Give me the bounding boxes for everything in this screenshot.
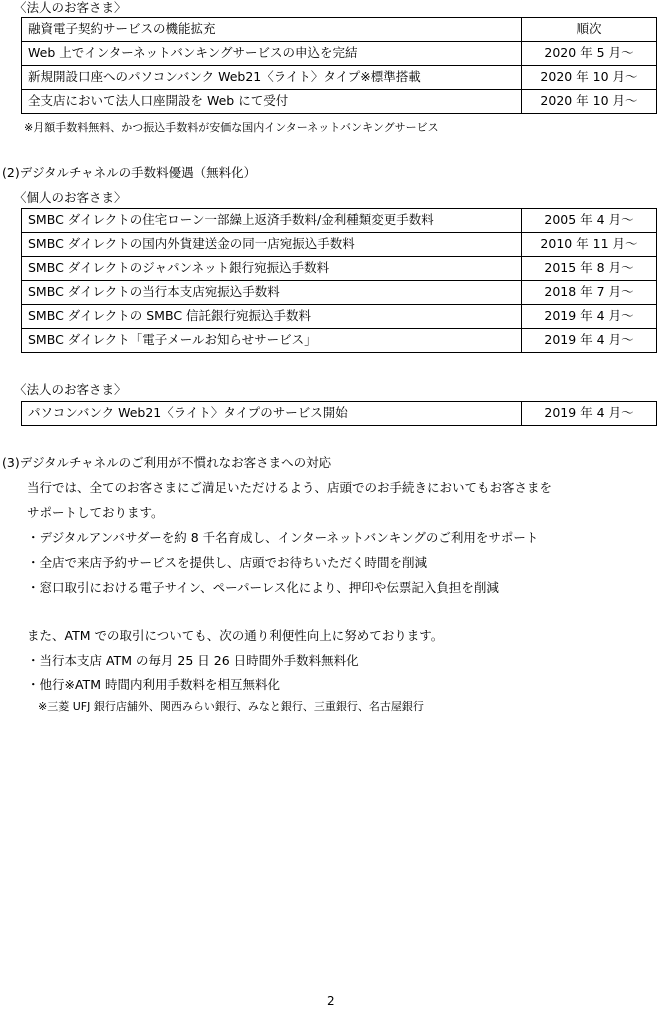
table-row: [22, 329, 657, 353]
section2-heading: (2)デジタルチャネルの手数料優遇（無料化）: [2, 165, 257, 180]
page-number: 2: [327, 994, 335, 1008]
item-cell: SMBC ダイレクトの SMBC 信託銀行宛振込手数料: [22, 305, 522, 329]
item-cell: 全支店において法人口座開設を Web にて受付: [22, 90, 522, 114]
section3-footnote: ※三菱 UFJ 銀行店舗外、関西みらい銀行、みなと銀行、三重銀行、名古屋銀行: [38, 700, 424, 713]
section3-heading: (3)デジタルチャネルのご利用が不慣れなお客さまへの対応: [2, 455, 332, 470]
date-cell: 2015 年 8 月～: [522, 257, 657, 281]
section2-individual-heading: 〈個人のお客さま〉: [14, 190, 127, 205]
bullet-item: ・他行※ATM 時間内利用手数料を相互無料化: [27, 677, 280, 692]
date-cell: 2019 年 4 月～: [522, 329, 657, 353]
section2-corporate-table: [21, 401, 657, 426]
bullet-item: ・当行本支店 ATM の毎月 25 日 26 日時間外手数料無料化: [27, 653, 359, 668]
section3-atm-paragraph: また、ATM での取引についても、次の通り利便性向上に努めております。: [27, 628, 444, 643]
section1-footnote: ※月額手数料無料、かつ振込手数料が安価な国内インターネットバンキングサービス: [24, 121, 439, 134]
table-row: [22, 402, 657, 426]
date-cell: 2020 年 10 月～: [522, 90, 657, 114]
table-row: [22, 90, 657, 114]
table-row: [22, 305, 657, 329]
section1-corporate-heading: 〈法人のお客さま〉: [14, 0, 127, 15]
bullet-item: ・デジタルアンバサダーを約 8 千名育成し、インターネットバンキングのご利用をサポート: [27, 530, 539, 545]
item-cell: SMBC ダイレクトの住宅ローン一部繰上返済手数料/金利種類変更手数料: [22, 209, 522, 233]
table-row: [22, 66, 657, 90]
item-cell: SMBC ダイレクトの国内外貨建送金の同一店宛振込手数料: [22, 233, 522, 257]
date-cell: 2018 年 7 月～: [522, 281, 657, 305]
date-cell: 2020 年 10 月～: [522, 66, 657, 90]
date-cell: 2019 年 4 月～: [522, 402, 657, 426]
bullet-item: ・窓口取引における電子サイン、ペーパーレス化により、押印や伝票記入負担を削減: [27, 580, 499, 595]
table-row: [22, 209, 657, 233]
date-cell: 2020 年 5 月～: [522, 42, 657, 66]
section3-paragraph-line2: サポートしております。: [27, 505, 164, 520]
section2-individual-table: [21, 208, 657, 353]
table-row: [22, 18, 657, 42]
date-cell: 順次: [522, 18, 657, 42]
table-row: [22, 257, 657, 281]
date-cell: 2019 年 4 月～: [522, 305, 657, 329]
item-cell: Web 上でインターネットバンキングサービスの申込を完結: [22, 42, 522, 66]
section2-corporate-heading: 〈法人のお客さま〉: [14, 382, 127, 397]
date-cell: 2010 年 11 月～: [522, 233, 657, 257]
item-cell: SMBC ダイレクトの当行本支店宛振込手数料: [22, 281, 522, 305]
item-cell: パソコンバンク Web21〈ライト〉タイプのサービス開始: [22, 402, 522, 426]
table-row: [22, 42, 657, 66]
section3-paragraph-line1: 当行では、全てのお客さまにご満足いただけるよう、店頭でのお手続きにおいてもお客さまを: [27, 480, 553, 495]
date-cell: 2005 年 4 月～: [522, 209, 657, 233]
item-cell: 融資電子契約サービスの機能拡充: [22, 18, 522, 42]
item-cell: 新規開設口座へのパソコンバンク Web21〈ライト〉タイプ※標準搭載: [22, 66, 522, 90]
section1-corporate-table: [21, 17, 657, 114]
item-cell: SMBC ダイレクト「電子メールお知らせサービス」: [22, 329, 522, 353]
bullet-item: ・全店で来店予約サービスを提供し、店頭でお待ちいただく時間を削減: [27, 555, 428, 570]
table-row: [22, 281, 657, 305]
item-cell: SMBC ダイレクトのジャパンネット銀行宛振込手数料: [22, 257, 522, 281]
table-row: [22, 233, 657, 257]
